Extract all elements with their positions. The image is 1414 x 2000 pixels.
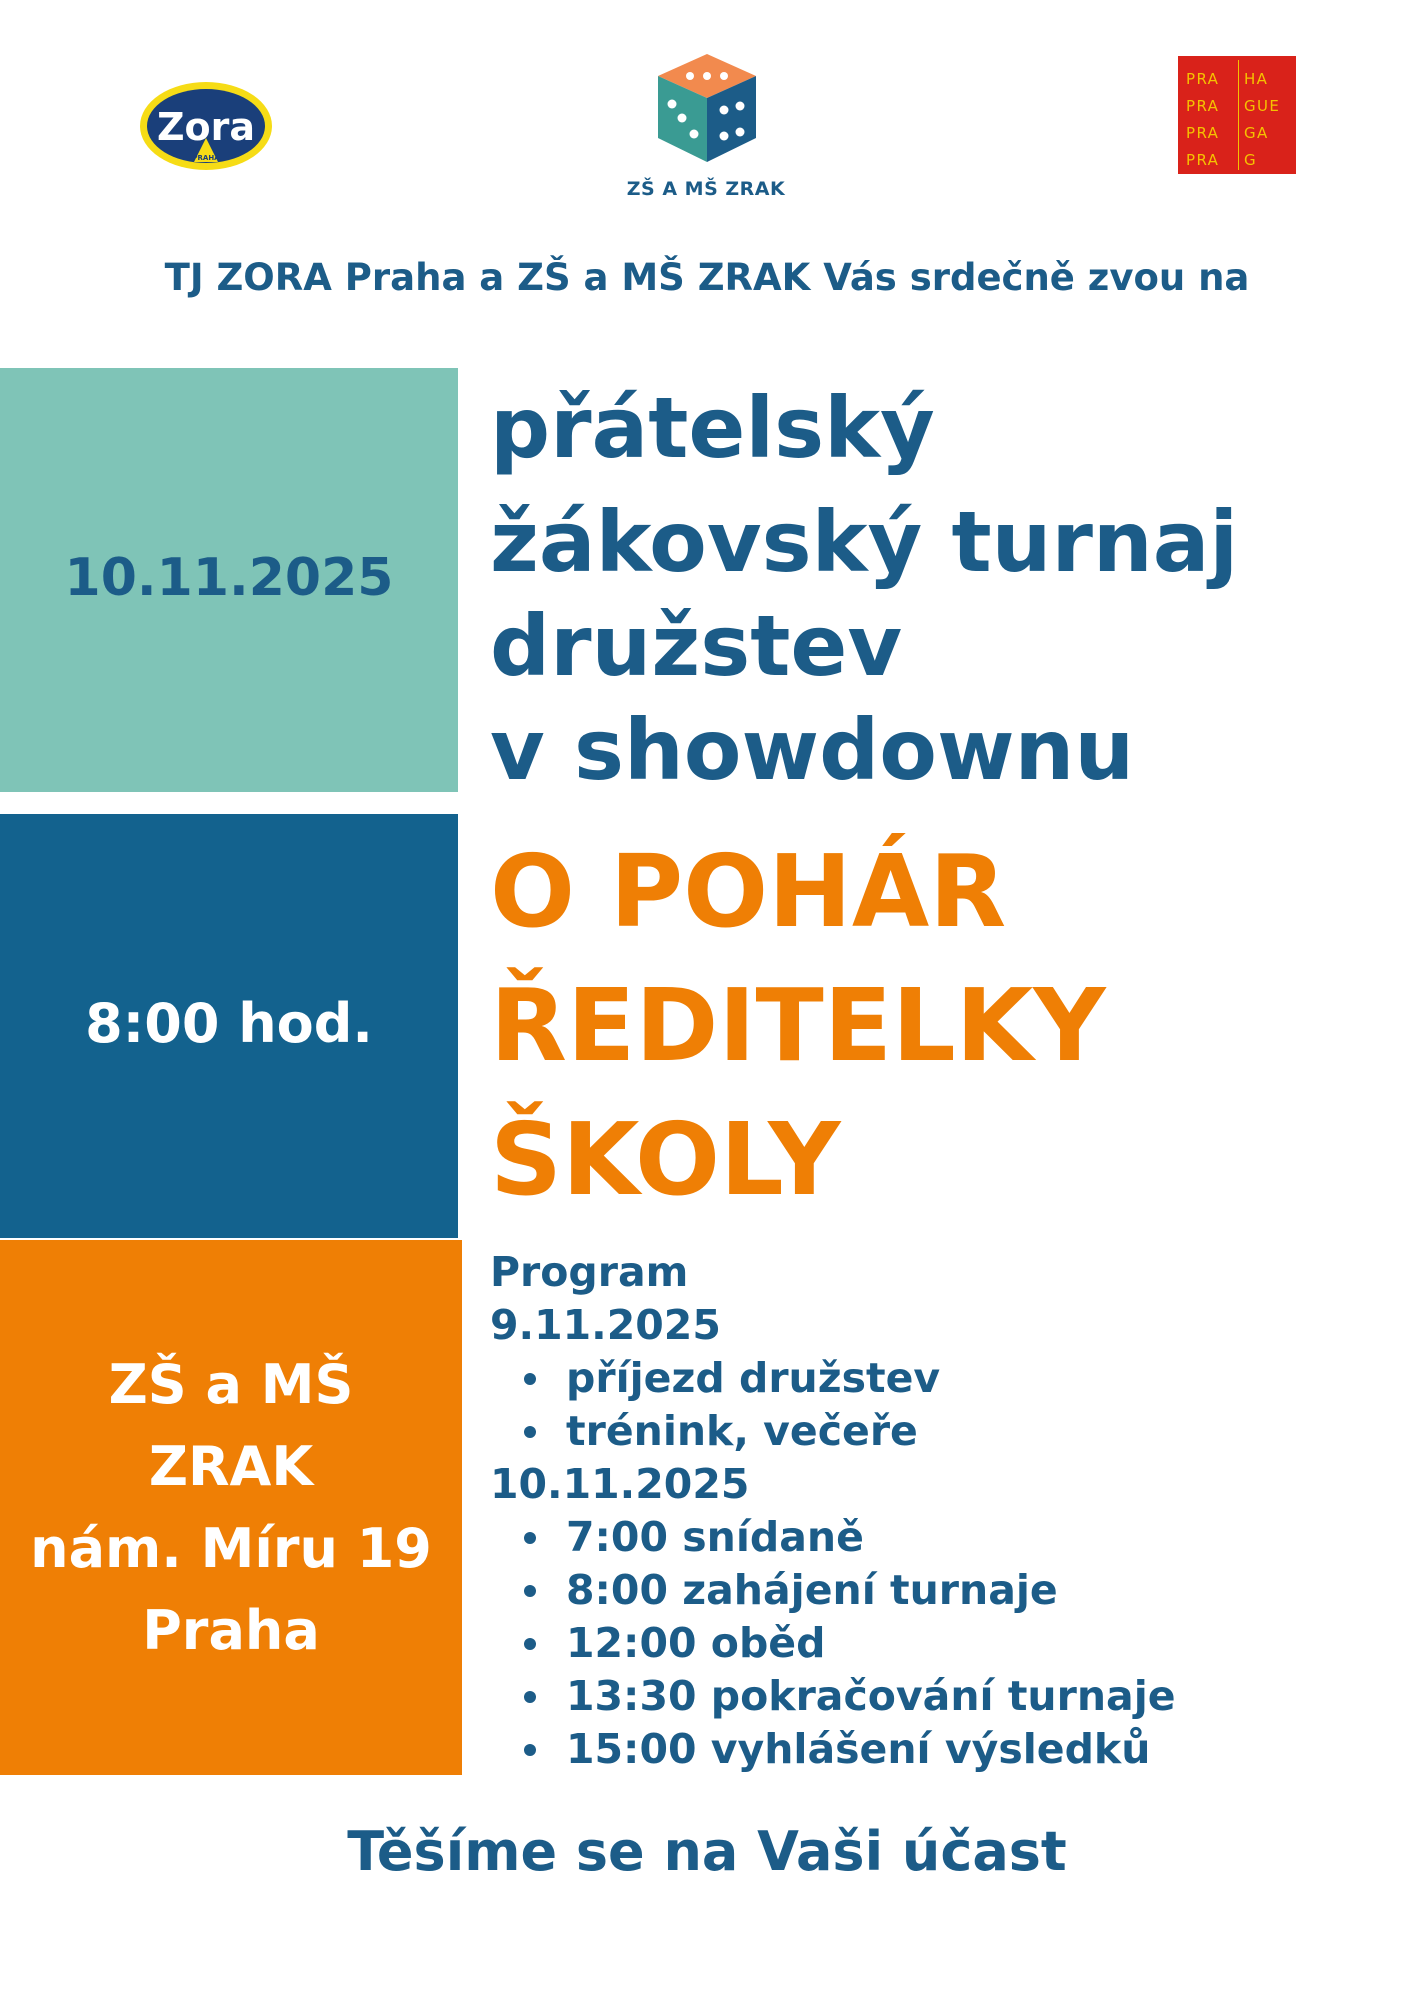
place-line: nám. Míru 19 xyxy=(30,1517,432,1580)
zs-zrak-logo-caption: ZŠ A MŠ ZRAK xyxy=(626,178,786,200)
program-item: 13:30 pokračování turnaje xyxy=(490,1670,1176,1723)
zs-zrak-logo xyxy=(652,52,762,164)
closing-message: Těšíme se na Vaši účast xyxy=(347,1820,1067,1883)
title-line: přátelský xyxy=(490,379,935,477)
event-place xyxy=(0,1344,462,1672)
invitation-intro: TJ ZORA Praha a ZŠ a MŠ ZRAK Vás srdečně zvou na xyxy=(164,256,1250,299)
program-heading: Program xyxy=(490,1248,689,1296)
program-item: 7:00 snídaně xyxy=(490,1511,1176,1564)
bullet-icon xyxy=(524,1691,536,1703)
cup-title-line: O POHÁR xyxy=(490,833,1007,950)
program-day-date: 10.11.2025 xyxy=(490,1460,750,1508)
bullet-icon xyxy=(524,1532,536,1544)
praha-logo-line: PRA HA xyxy=(1186,70,1269,88)
praha-logo-line: PRA G xyxy=(1186,151,1258,169)
program-item: 8:00 zahájení turnaje xyxy=(490,1564,1176,1617)
program-item: 12:00 oběd xyxy=(490,1617,1176,1670)
bullet-icon xyxy=(524,1426,536,1438)
dice-cube-icon xyxy=(652,52,762,164)
time-block xyxy=(0,814,458,1238)
program-day-list xyxy=(490,1511,1176,1776)
cup-title-line: ŘEDITELKY xyxy=(490,967,1106,1084)
zora-logo xyxy=(138,80,274,172)
bullet-icon xyxy=(524,1585,536,1597)
title-line: družstev xyxy=(490,597,903,695)
place-line: ZŠ a MŠ xyxy=(108,1353,354,1416)
event-time: 8:00 hod. xyxy=(85,992,373,1055)
date-block xyxy=(0,368,458,792)
zora-logo-subtext: PRAHA xyxy=(192,154,220,162)
bullet-icon xyxy=(524,1744,536,1756)
bullet-icon xyxy=(524,1373,536,1385)
title-line: žákovský turnaj xyxy=(490,493,1239,591)
program-item: příjezd družstev xyxy=(490,1352,940,1405)
praha-logo xyxy=(1178,56,1296,174)
zora-logo-graphic xyxy=(138,80,274,172)
praha-logo-line: PRA GA xyxy=(1186,124,1269,142)
place-line: Praha xyxy=(142,1599,320,1662)
title-line: v showdownu xyxy=(490,701,1135,799)
program-day-date: 9.11.2025 xyxy=(490,1301,721,1349)
program-day-list xyxy=(490,1352,940,1458)
cup-title-line: ŠKOLY xyxy=(490,1101,841,1218)
bullet-icon xyxy=(524,1638,536,1650)
praha-logo-line: PRA GUE xyxy=(1186,97,1281,115)
event-date: 10.11.2025 xyxy=(64,548,394,608)
place-block xyxy=(0,1240,462,1775)
zora-logo-text: Zora xyxy=(156,105,256,149)
place-line: ZRAK xyxy=(148,1435,314,1498)
program-item: trénink, večeře xyxy=(490,1405,940,1458)
program-item: 15:00 vyhlášení výsledků xyxy=(490,1723,1176,1776)
